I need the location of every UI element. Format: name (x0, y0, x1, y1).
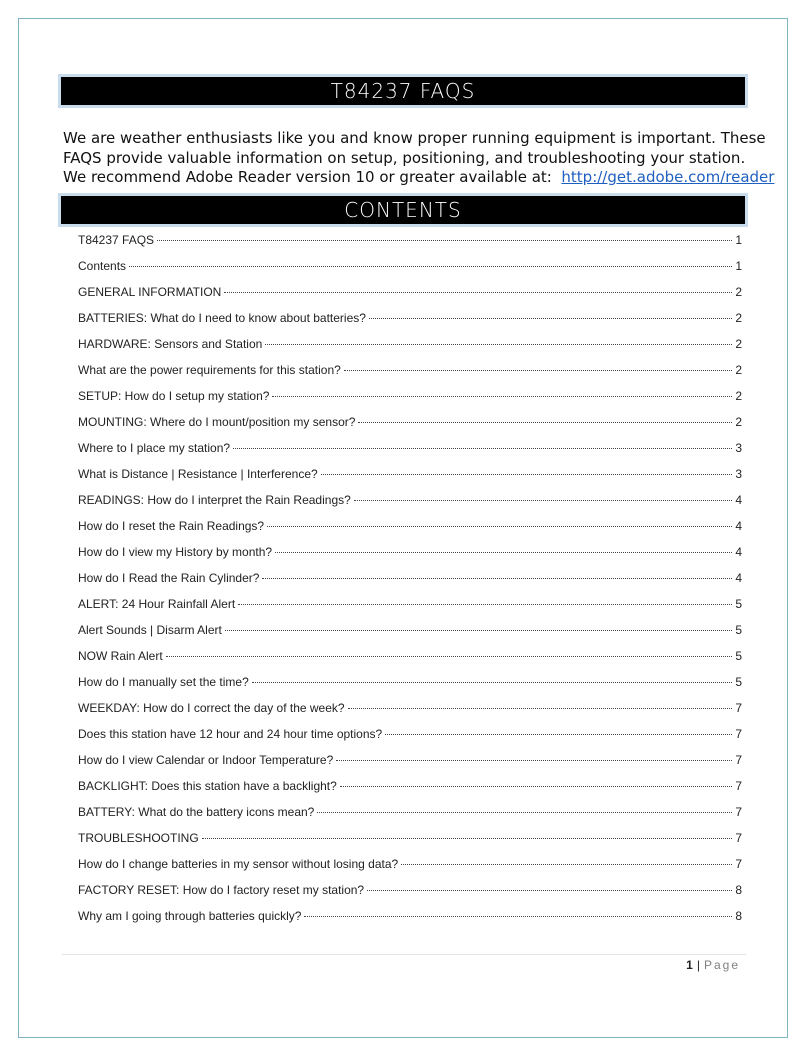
toc-entry-label: FACTORY RESET: How do I factory reset my station? (78, 883, 365, 897)
footer-separator: | (696, 958, 700, 972)
intro-line-3 (63, 168, 775, 188)
intro-line-1: We are weather enthusiasts like you and know proper running equipment is important. These (63, 129, 766, 147)
toc-entry[interactable] (78, 467, 742, 493)
toc-dot-leader (225, 629, 732, 631)
toc-entry[interactable] (78, 337, 742, 363)
toc-entry-label: HARDWARE: Sensors and Station (78, 337, 263, 351)
toc-entry[interactable] (78, 909, 742, 935)
toc-dot-leader (224, 291, 732, 293)
toc-entry[interactable] (78, 857, 742, 883)
page-footer (686, 958, 740, 972)
toc-entry-page: 7 (735, 779, 742, 793)
toc-entry-page: 8 (735, 883, 742, 897)
toc-entry-label: TROUBLESHOOTING (78, 831, 199, 845)
toc-entry-label: READINGS: How do I interpret the Rain Readings? (78, 493, 351, 507)
toc-entry[interactable] (78, 233, 742, 259)
toc-entry[interactable] (78, 259, 742, 285)
intro-paragraph (63, 129, 775, 188)
toc-dot-leader (317, 811, 732, 813)
toc-entry-label: What is Distance | Resistance | Interference? (78, 467, 318, 481)
toc-entry-label: Alert Sounds | Disarm Alert (78, 623, 222, 637)
toc-entry-page: 2 (735, 363, 742, 377)
toc-entry[interactable] (78, 597, 742, 623)
toc-dot-leader (367, 889, 732, 891)
toc-entry-label: How do I reset the Rain Readings? (78, 519, 265, 533)
toc-entry-label: How do I view my History by month? (78, 545, 273, 559)
toc-entry-page: 4 (735, 493, 742, 507)
toc-entry-label: How do I change batteries in my sensor without losing data? (78, 857, 399, 871)
toc-entry-label: GENERAL INFORMATION (78, 285, 222, 299)
toc-dot-leader (336, 759, 732, 761)
toc-dot-leader (265, 343, 732, 345)
toc-entry[interactable] (78, 441, 742, 467)
toc-entry[interactable] (78, 701, 742, 727)
toc-dot-leader (340, 785, 733, 787)
toc-entry-label: T84237 FAQS (78, 233, 155, 247)
toc-entry-page: 8 (735, 909, 742, 923)
toc-entry-page: 7 (735, 831, 742, 845)
toc-entry[interactable] (78, 623, 742, 649)
toc-entry-page: 5 (735, 649, 742, 663)
toc-entry-page: 7 (735, 753, 742, 767)
toc-dot-leader (358, 421, 732, 423)
toc-entry-label: BATTERY: What do the battery icons mean? (78, 805, 315, 819)
toc-entry-page: 7 (735, 857, 742, 871)
toc-entry-label: ALERT: 24 Hour Rainfall Alert (78, 597, 236, 611)
toc-entry-page: 2 (735, 285, 742, 299)
toc-entry-page: 7 (735, 701, 742, 715)
document-title-banner (58, 74, 748, 108)
toc-dot-leader (252, 681, 733, 683)
toc-entry[interactable] (78, 415, 742, 441)
toc-entry[interactable] (78, 649, 742, 675)
table-of-contents (78, 233, 742, 935)
toc-entry-page: 2 (735, 415, 742, 429)
toc-entry[interactable] (78, 727, 742, 753)
toc-entry-page: 3 (735, 467, 742, 481)
toc-entry-page: 7 (735, 727, 742, 741)
toc-entry[interactable] (78, 571, 742, 597)
toc-entry-label: Where to I place my station? (78, 441, 231, 455)
footer-divider (62, 954, 746, 955)
toc-dot-leader (321, 473, 733, 475)
toc-dot-leader (202, 837, 733, 839)
contents-heading-banner (58, 193, 748, 227)
toc-entry[interactable] (78, 363, 742, 389)
toc-dot-leader (267, 525, 732, 527)
toc-entry-page: 3 (735, 441, 742, 455)
toc-entry[interactable] (78, 493, 742, 519)
toc-entry-label: How do I Read the Rain Cylinder? (78, 571, 260, 585)
toc-entry-page: 4 (735, 571, 742, 585)
contents-heading: CONTENTS (344, 198, 462, 222)
toc-entry[interactable] (78, 545, 742, 571)
toc-entry-page: 4 (735, 545, 742, 559)
toc-entry-label: Does this station have 12 hour and 24 hour time options? (78, 727, 383, 741)
toc-entry[interactable] (78, 779, 742, 805)
toc-entry-page: 5 (735, 675, 742, 689)
toc-dot-leader (238, 603, 732, 605)
toc-entry[interactable] (78, 311, 742, 337)
toc-entry[interactable] (78, 675, 742, 701)
toc-dot-leader (344, 369, 733, 371)
toc-dot-leader (233, 447, 732, 449)
document-title: T84237 FAQS (330, 79, 476, 103)
toc-entry-page: 4 (735, 519, 742, 533)
toc-entry-label: How do I view Calendar or Indoor Temperature? (78, 753, 334, 767)
toc-dot-leader (129, 265, 732, 267)
toc-dot-leader (157, 239, 732, 241)
toc-entry-page: 2 (735, 311, 742, 325)
toc-entry-label: BACKLIGHT: Does this station have a backlight? (78, 779, 337, 793)
toc-entry-page: 2 (735, 389, 742, 403)
toc-entry-label: What are the power requirements for this station? (78, 363, 341, 377)
toc-dot-leader (385, 733, 732, 735)
toc-entry[interactable] (78, 831, 742, 857)
toc-dot-leader (272, 395, 732, 397)
toc-dot-leader (401, 863, 732, 865)
toc-entry[interactable] (78, 805, 742, 831)
toc-entry[interactable] (78, 285, 742, 311)
toc-entry-label: NOW Rain Alert (78, 649, 163, 663)
toc-entry-label: MOUNTING: Where do I mount/position my sensor? (78, 415, 356, 429)
toc-dot-leader (304, 915, 732, 917)
toc-entry-label: BATTERIES: What do I need to know about batteries? (78, 311, 366, 325)
toc-entry[interactable] (78, 389, 742, 415)
toc-dot-leader (369, 317, 732, 319)
toc-entry-page: 7 (735, 805, 742, 819)
toc-dot-leader (354, 499, 733, 501)
toc-dot-leader (348, 707, 733, 709)
toc-entry-label: Why am I going through batteries quickly? (78, 909, 302, 923)
toc-entry-page: 1 (735, 233, 742, 247)
toc-dot-leader (166, 655, 733, 657)
toc-entry-page: 5 (735, 597, 742, 611)
footer-page-number: 1 (686, 958, 693, 972)
toc-entry-label: SETUP: How do I setup my station? (78, 389, 270, 403)
intro-line-2: FAQS provide valuable information on setup, positioning, and troubleshooting your station. (63, 148, 746, 167)
toc-entry[interactable] (78, 519, 742, 545)
toc-entry-label: How do I manually set the time? (78, 675, 249, 689)
toc-entry-page: 1 (735, 259, 742, 273)
toc-entry-label: WEEKDAY: How do I correct the day of the week? (78, 701, 345, 715)
toc-entry[interactable] (78, 883, 742, 909)
toc-dot-leader (275, 551, 732, 553)
toc-entry-label: Contents (78, 259, 127, 273)
footer-page-word: Page (703, 958, 740, 972)
intro-line-3-text: We recommend Adobe Reader version 10 or greater available at: (63, 168, 552, 186)
toc-entry[interactable] (78, 753, 742, 779)
toc-entry-page: 2 (735, 337, 742, 351)
adobe-reader-link[interactable]: http://get.adobe.com/reader (561, 168, 775, 186)
toc-entry-page: 5 (735, 623, 742, 637)
toc-dot-leader (262, 577, 732, 579)
